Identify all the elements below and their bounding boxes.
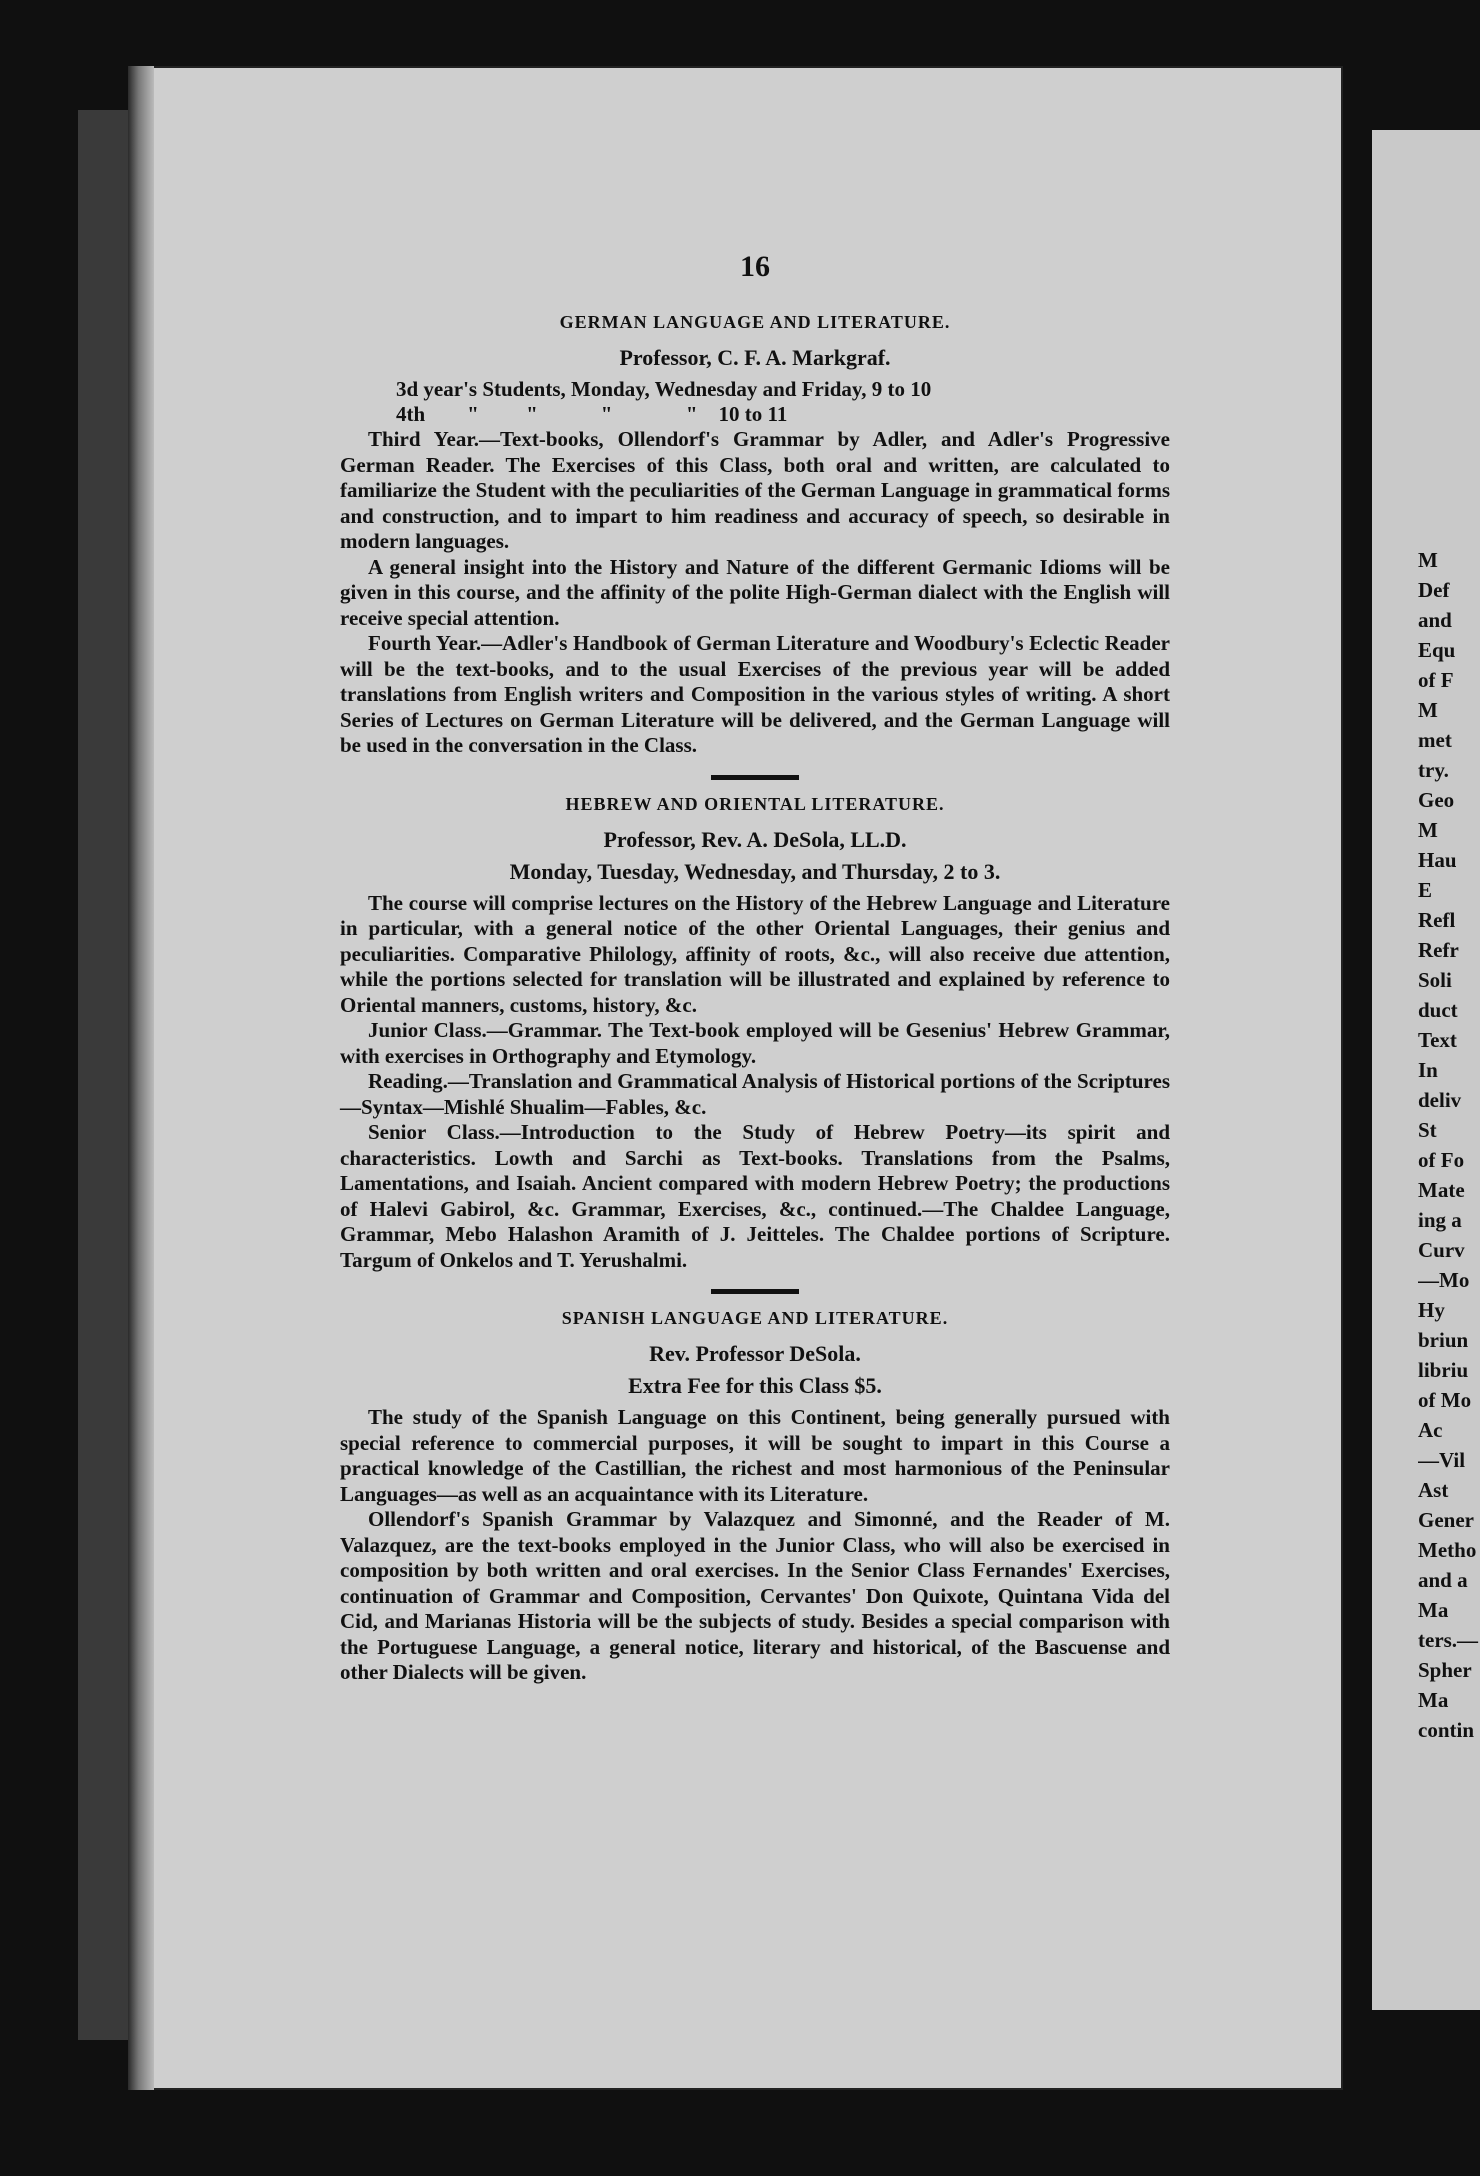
hebrew-paragraph-2: Junior Class.—Grammar. The Text-book employed will be Gesenius' Hebrew Grammar, with exercises in Orthography and Etymology. — [340, 1018, 1170, 1068]
next-page-line: of Fo — [1418, 1148, 1465, 1172]
hebrew-paragraph-3: Reading.—Translation and Grammatical Analysis of Historical portions of the Scriptures—Syntax—Mishlé Shualim—Fables, &c. — [340, 1069, 1170, 1119]
next-page-line: St — [1418, 1118, 1437, 1142]
spanish-professor: Rev. Professor DeSola. — [649, 1341, 861, 1366]
next-page-line: Hau — [1418, 848, 1457, 872]
section-divider — [711, 775, 799, 780]
next-page-line: Mate — [1418, 1178, 1465, 1202]
next-page-line: Refl — [1418, 908, 1456, 932]
next-page-line: briun — [1418, 1328, 1469, 1352]
next-page-text-fragment — [1418, 545, 1480, 1745]
next-page-line: ing a — [1418, 1208, 1462, 1232]
next-page-line: —Vil — [1418, 1448, 1466, 1472]
next-page-line: Soli — [1418, 968, 1452, 992]
next-page-line: —Mo — [1418, 1268, 1470, 1292]
next-page-line: and — [1418, 608, 1452, 632]
next-page-line: Metho — [1418, 1538, 1477, 1562]
german-schedule-1: 3d year's Students, Monday, Wednesday and Friday, 9 to 10 — [396, 377, 932, 401]
hebrew-paragraph-1: The course will comprise lectures on the History of the Hebrew Language and Literature in particular, with a general notice of the other Oriental Languages, their genius and peculiarities. Comparative Philology, affinity of roots, &c., will also receive due attention, while the portions selected for translation will be illustrated and explained by reference to Oriental manners, customs, history, &c. — [340, 890, 1170, 1017]
spanish-heading: SPANISH LANGUAGE AND LITERATURE. — [561, 1308, 949, 1328]
hebrew-paragraph-4: Senior Class.—Introduction to the Study of Hebrew Poetry—its spirit and characteristics. Lowth and Sarchi as Text-books. Translations from the Psalms, Lamentations, and Isaiah. Ancient compared with modern Hebrew Poetry; the productions of Halevi Gabirol, &c. Grammar, Exercises, &c., continued.—The Chaldee Language, Grammar, Mebo Halashon Aramith of J. Jeitteles. The Chaldee portions of Scripture. Targum of Onkelos and T. Yerushalmi. — [340, 1120, 1170, 1272]
next-page-line: met — [1418, 728, 1452, 752]
german-heading: GERMAN LANGUAGE AND LITERATURE. — [559, 312, 951, 332]
section-divider — [711, 1289, 799, 1294]
next-page-line: Ma — [1418, 1598, 1449, 1622]
next-page-line: of Mo — [1418, 1388, 1472, 1412]
next-page-line: Hy — [1418, 1298, 1445, 1322]
next-page-line: Ac — [1418, 1418, 1443, 1442]
next-page-line: deliv — [1418, 1088, 1462, 1112]
spanish-paragraph-2: Ollendorf's Spanish Grammar by Valazquez and Simonné, and the Reader of M. Valazquez, are the text-books employed in the Junior Class, who will also be exercised in composition by both written and oral exercises. In the Senior Class Fernandes' Exercises, continuation of Grammar and Composition, Cervantes' Don Quixote, Quintana Vida del Cid, and Marianas Historia will be the subjects of study. Besides a special comparison with the Portuguese Language, a general notice, literary and historical, of the Bascuense and other Dialects will be given. — [340, 1507, 1170, 1684]
german-paragraph-3: Fourth Year.—Adler's Handbook of German Literature and Woodbury's Eclectic Reader will be the text-books, and to the usual Exercises of the previous year will be added translations from English writers and Composition in the various styles of writing. A short Series of Lectures on German Literature will be delivered, and the German Language will be used in the conversation in the Class. — [340, 631, 1170, 757]
page-binding — [128, 66, 154, 2090]
spanish-fee: Extra Fee for this Class $5. — [628, 1373, 882, 1398]
german-paragraph-1: Third Year.—Text-books, Ollendorf's Grammar by Adler, and Adler's Progressive German Reader. The Exercises of this Class, both oral and written, are calculated to familiarize the Student with the peculiarities of the German Language in grammatical forms and construction, and to impart to him readiness and accuracy of speech, so desirable in modern languages. — [340, 427, 1170, 553]
next-page-line: contin — [1418, 1718, 1475, 1742]
page-number: 16 — [740, 250, 770, 283]
german-professor: Professor, C. F. A. Markgraf. — [619, 345, 891, 370]
next-page-line: ters.— — [1418, 1628, 1479, 1652]
page-content — [340, 250, 1170, 1686]
next-page-line: try. — [1418, 758, 1449, 782]
next-page-line: Refr — [1418, 938, 1459, 962]
next-page-line: In — [1418, 1058, 1438, 1082]
hebrew-heading: HEBREW AND ORIENTAL LITERATURE. — [565, 793, 945, 814]
next-page-line: duct — [1418, 998, 1458, 1022]
next-page-line: Ma — [1418, 1688, 1449, 1712]
next-page-line: and a — [1418, 1568, 1468, 1592]
next-page-line: Text — [1418, 1028, 1457, 1052]
spanish-paragraph-1: The study of the Spanish Language on this Continent, being generally pursued with special reference to commercial purposes, it will be sought to impart in this Course a practical knowledge of the Castillian, the richest and most harmonious of the Peninsular Languages—as well as an acquaintance with its Literature. — [340, 1405, 1170, 1506]
next-page-line: Curv — [1418, 1238, 1465, 1262]
next-page-line: of F — [1418, 668, 1454, 692]
next-page-line: Spher — [1418, 1658, 1472, 1682]
next-page-line: E — [1418, 878, 1433, 902]
hebrew-professor: Professor, Rev. A. DeSola, LL.D. — [603, 826, 907, 852]
hebrew-schedule: Monday, Tuesday, Wednesday, and Thursday, 2 to 3. — [509, 858, 1001, 884]
next-page-line: Geo — [1418, 788, 1455, 812]
next-page-line: M — [1418, 818, 1438, 842]
next-page-line: Gener — [1418, 1508, 1474, 1532]
german-schedule-2: 4th " " " " 10 to 11 — [396, 402, 788, 426]
next-page-line: M — [1418, 548, 1438, 572]
next-page-line: M — [1418, 698, 1438, 722]
next-page-line: Ast — [1418, 1478, 1449, 1502]
next-page-line: Def — [1418, 578, 1450, 602]
german-paragraph-2: A general insight into the History and Nature of the different Germanic Idioms will be given in this course, and the affinity of the polite High-German dialect with the English will receive special attention. — [340, 554, 1170, 630]
next-page-line: libriu — [1418, 1358, 1469, 1382]
next-page-line: Equ — [1418, 638, 1456, 662]
